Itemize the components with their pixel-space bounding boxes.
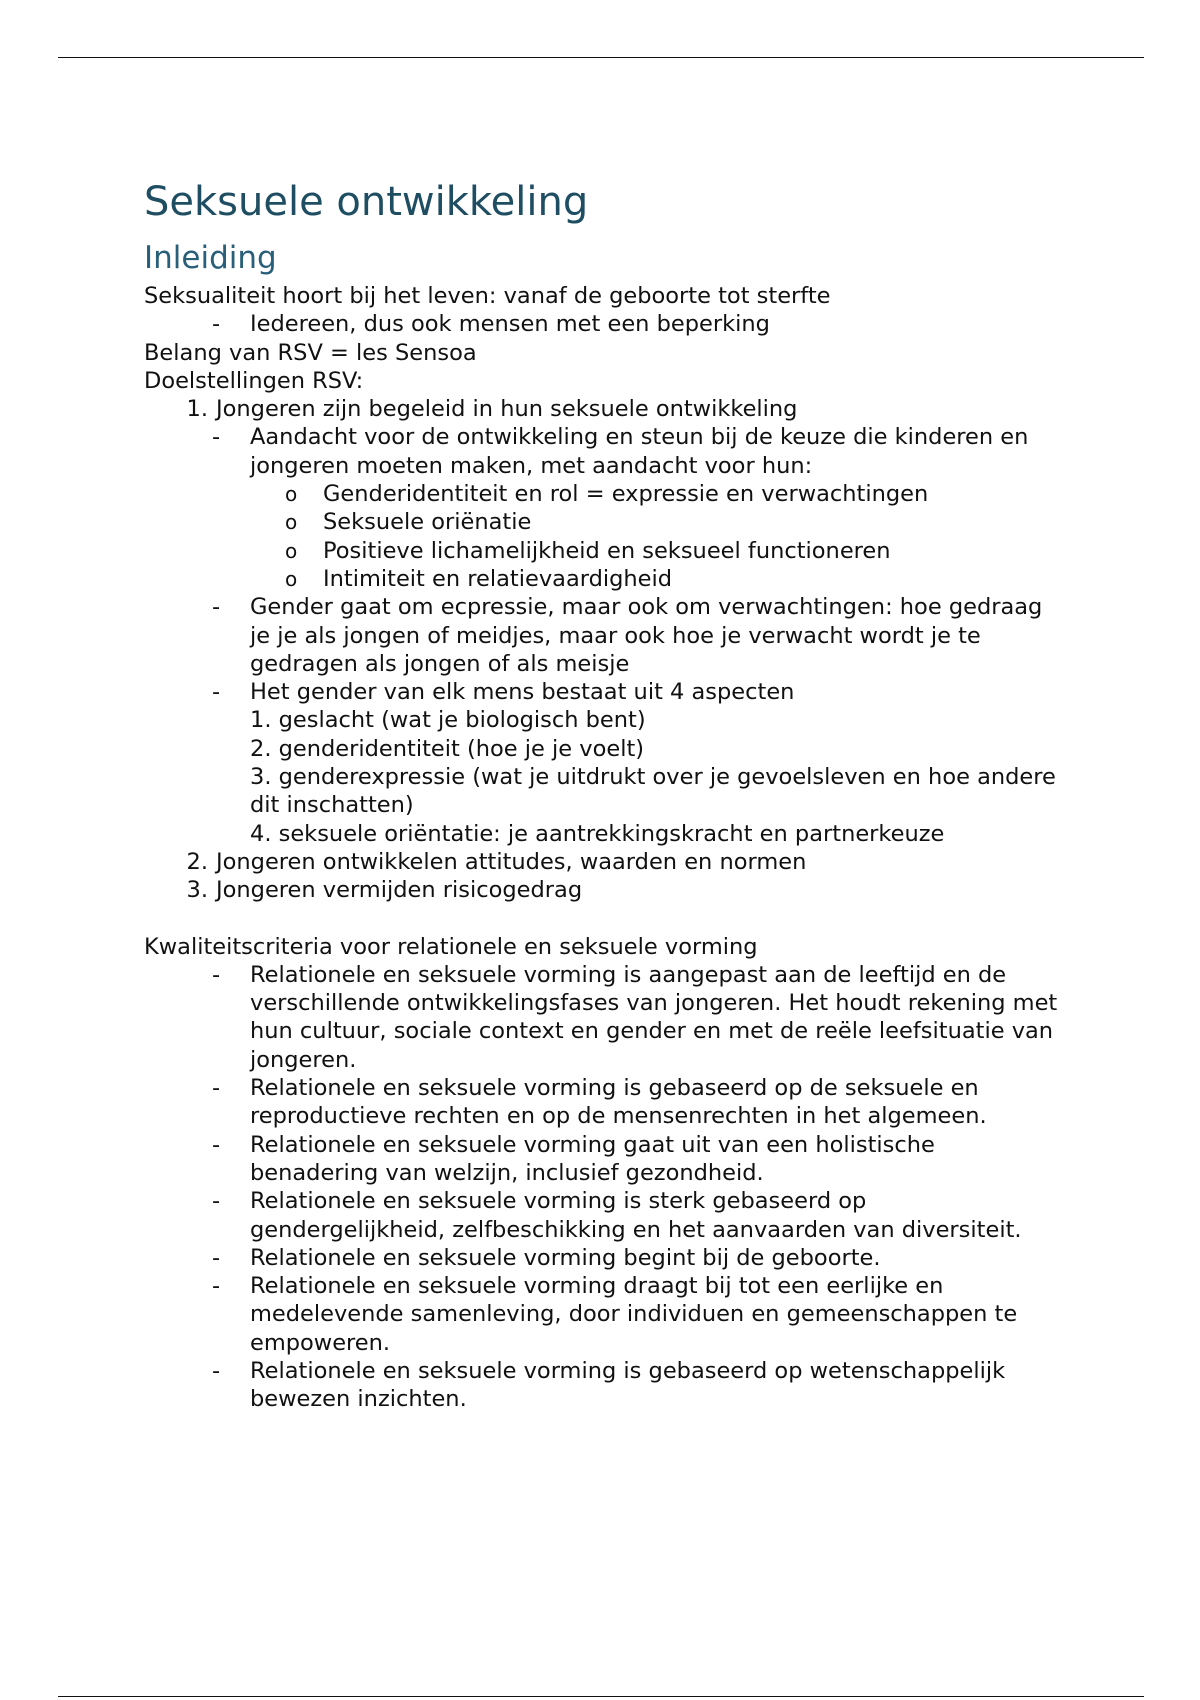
criteria-item: [144, 1357, 1064, 1414]
blank-line: [144, 905, 1064, 933]
list-item: [144, 310, 1064, 338]
list-item-text: Iedereen, dus ook mensen met een beperking: [250, 311, 770, 338]
criteria-item-text: Relationele en seksuele vorming begint bij de geboorte.: [250, 1244, 881, 1271]
dash-marker: -: [212, 424, 221, 451]
document-body: [144, 174, 1064, 1414]
circle-marker: o: [285, 510, 298, 535]
number-marker: 3.: [186, 877, 208, 904]
footer-rule: [58, 1696, 1144, 1697]
dash-marker: -: [212, 1273, 221, 1300]
goal-item: [144, 876, 1064, 904]
list-item: [144, 593, 1064, 678]
aspect-item: 1. geslacht (wat je biologisch bent): [250, 707, 646, 734]
intro-line: Seksualiteit hoort bij het leven: vanaf de geboorte tot sterfte: [144, 283, 831, 309]
circle-marker: o: [285, 538, 298, 563]
list-item-text: Aandacht voor de ontwikkeling en steun bij de keuze die kinderen en jongeren moeten maken, met aandacht voor hun:: [250, 424, 1029, 479]
number-marker: 2.: [186, 848, 208, 875]
goal-text: Jongeren vermijden risicogedrag: [216, 877, 583, 904]
document-title: Seksuele ontwikkeling: [144, 179, 589, 225]
aspect-item: 4. seksuele oriëntatie: je aantrekkingskracht en partnerkeuze: [250, 820, 945, 847]
criteria-item: [144, 1272, 1064, 1357]
aspect-item: 3. genderexpressie (wat je uitdrukt over je gevoelsleven en hoe andere dit inschatten): [250, 764, 1056, 819]
dash-marker: -: [212, 1188, 221, 1215]
criteria-item-text: Relationele en seksuele vorming is gebaseerd op de seksuele en reproductieve rechten en op de mensenrechten in het algemeen.: [250, 1075, 987, 1130]
dash-marker: -: [212, 1075, 221, 1102]
goal-item: [144, 395, 1064, 423]
list-item: [144, 423, 1064, 480]
dash-marker: -: [212, 1244, 221, 1271]
criteria-item: [144, 1131, 1064, 1188]
circle-marker: o: [285, 482, 298, 507]
goal-item: [144, 848, 1064, 876]
list-item-text: Gender gaat om ecpressie, maar ook om verwachtingen: hoe gedraag je je als jongen of meidjes, maar ook hoe je verwacht wordt je te gedragen als jongen of als meisje: [250, 594, 1043, 677]
sub-list-item: [144, 480, 1064, 508]
criteria-item: [144, 961, 1064, 1074]
sub-list-item: [144, 508, 1064, 536]
list-item-text: Het gender van elk mens bestaat uit 4 aspecten: [250, 679, 795, 706]
sub-list-item: [144, 537, 1064, 565]
criteria-item-text: Relationele en seksuele vorming is sterk gebaseerd op gendergelijkheid, zelfbeschikking en het aanvaarden van diversiteit.: [250, 1188, 1022, 1243]
criteria-item: [144, 1187, 1064, 1244]
intro-line: Belang van RSV = les Sensoa: [144, 339, 477, 366]
number-marker: 1.: [186, 396, 208, 423]
circle-marker: o: [285, 566, 298, 591]
dash-marker: -: [212, 679, 221, 706]
list-item: [144, 678, 1064, 706]
dash-marker: -: [212, 594, 221, 621]
criteria-item-text: Relationele en seksuele vorming is gebaseerd op wetenschappelijk bewezen inzichten.: [250, 1357, 1006, 1413]
criteria-item: [144, 1244, 1064, 1272]
criteria-heading: Kwaliteitscriteria voor relationele en seksuele vorming: [144, 933, 758, 960]
dash-marker: -: [212, 961, 221, 988]
dash-marker: -: [212, 311, 221, 338]
criteria-item-text: Relationele en seksuele vorming is aangepast aan de leeftijd en de verschillende ontwikkelingsfases van jongeren. Het houdt rekening met hun cultuur, sociale context en gender en met de reële leefsituatie van jongeren.: [250, 961, 1058, 1073]
sub-list-item-text: Intimiteit en relatievaardigheid: [323, 565, 673, 592]
criteria-item: [144, 1074, 1064, 1131]
aspect-item: 2. genderidentiteit (hoe je je voelt): [250, 735, 645, 762]
header-rule: [58, 57, 1144, 58]
sub-list-item-text: Genderidentiteit en rol = expressie en verwachtingen: [323, 481, 929, 508]
intro-line: Doelstellingen RSV:: [144, 367, 364, 394]
criteria-item-text: Relationele en seksuele vorming gaat uit van een holistische benadering van welzijn, inclusief gezondheid.: [250, 1131, 935, 1186]
dash-marker: -: [212, 1357, 221, 1384]
goal-text: Jongeren ontwikkelen attitudes, waarden en normen: [216, 848, 807, 875]
sub-list-item-text: Positieve lichamelijkheid en seksueel functioneren: [323, 537, 891, 564]
dash-marker: -: [212, 1131, 221, 1158]
goal-text: Jongeren zijn begeleid in hun seksuele ontwikkeling: [216, 396, 798, 423]
sub-list-item-text: Seksuele oriënatie: [323, 509, 532, 536]
section-heading: Inleiding: [144, 240, 277, 276]
criteria-item-text: Relationele en seksuele vorming draagt bij tot een eerlijke en medelevende samenleving, door individuen en gemeenschappen te empoweren.: [250, 1273, 1018, 1356]
sub-list-item: [144, 565, 1064, 593]
